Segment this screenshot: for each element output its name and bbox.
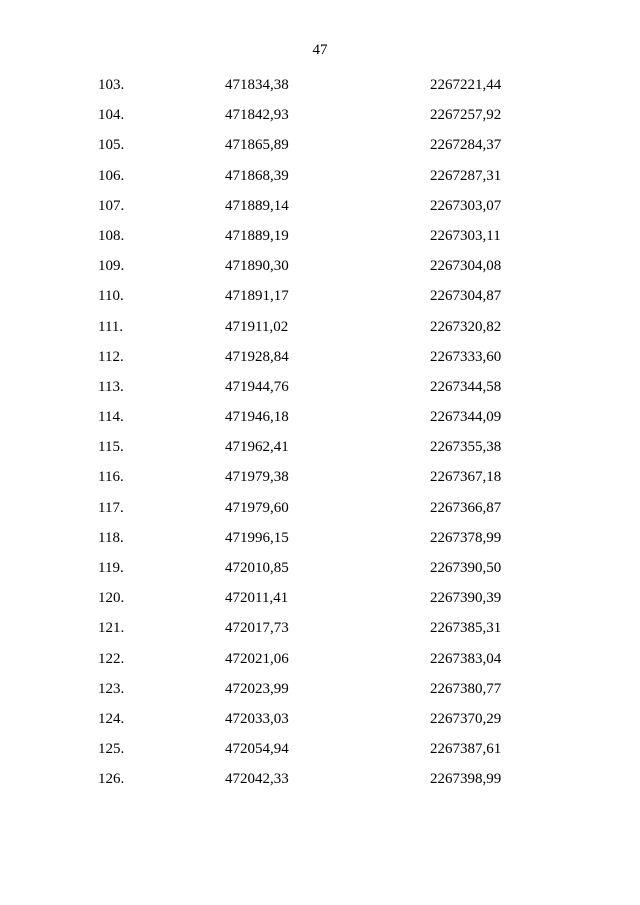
point-number: 115. bbox=[98, 439, 124, 456]
table-row bbox=[0, 769, 640, 799]
y-coordinate: 2267367,18 bbox=[430, 469, 502, 486]
table-row bbox=[0, 649, 640, 679]
x-coordinate: 471944,76 bbox=[225, 378, 289, 395]
x-coordinate: 471979,60 bbox=[225, 499, 289, 516]
y-coordinate: 2267370,29 bbox=[430, 710, 502, 727]
x-coordinate: 471891,17 bbox=[225, 288, 289, 305]
x-coordinate: 471865,89 bbox=[225, 137, 289, 154]
x-coordinate: 471962,41 bbox=[225, 439, 289, 456]
x-coordinate: 472023,99 bbox=[225, 680, 289, 697]
x-coordinate: 472042,33 bbox=[225, 771, 289, 788]
point-number: 110. bbox=[98, 288, 124, 305]
table-row bbox=[0, 317, 640, 347]
table-row bbox=[0, 347, 640, 377]
table-row bbox=[0, 377, 640, 407]
point-number: 120. bbox=[98, 590, 125, 607]
y-coordinate: 2267344,58 bbox=[430, 378, 502, 395]
point-number: 103. bbox=[98, 77, 125, 93]
y-coordinate: 2267304,87 bbox=[430, 288, 502, 305]
table-row bbox=[0, 498, 640, 528]
table-row bbox=[0, 135, 640, 165]
x-coordinate: 471946,18 bbox=[225, 409, 289, 426]
table-row bbox=[0, 286, 640, 316]
y-coordinate: 2267383,04 bbox=[430, 650, 502, 667]
page-number: 47 bbox=[312, 42, 328, 58]
y-coordinate: 2267398,99 bbox=[430, 771, 502, 788]
x-coordinate: 471868,39 bbox=[225, 167, 289, 184]
x-coordinate: 471889,19 bbox=[225, 227, 289, 244]
y-coordinate: 2267304,08 bbox=[430, 258, 502, 275]
y-coordinate: 2267333,60 bbox=[430, 348, 502, 365]
y-coordinate: 2267284,37 bbox=[430, 137, 502, 154]
point-number: 106. bbox=[98, 167, 125, 184]
table-row bbox=[0, 407, 640, 437]
y-coordinate: 2267378,99 bbox=[430, 529, 502, 546]
point-number: 107. bbox=[98, 197, 125, 214]
y-coordinate: 2267303,11 bbox=[430, 227, 501, 244]
x-coordinate: 472033,03 bbox=[225, 710, 289, 727]
table-row bbox=[0, 528, 640, 558]
point-number: 116. bbox=[98, 469, 124, 486]
point-number: 112. bbox=[98, 348, 124, 365]
x-coordinate: 471996,15 bbox=[225, 529, 289, 546]
table-row bbox=[0, 679, 640, 709]
x-coordinate: 472021,06 bbox=[225, 650, 289, 667]
x-coordinate: 471928,84 bbox=[225, 348, 289, 365]
table-row bbox=[0, 467, 640, 497]
y-coordinate: 2267387,61 bbox=[430, 741, 502, 758]
point-number: 126. bbox=[98, 771, 125, 788]
x-coordinate: 472011,41 bbox=[225, 590, 289, 607]
x-coordinate: 471834,38 bbox=[225, 77, 289, 93]
x-coordinate: 472054,94 bbox=[225, 741, 289, 758]
x-coordinate: 472017,73 bbox=[225, 620, 289, 637]
y-coordinate: 2267366,87 bbox=[430, 499, 502, 516]
table-row bbox=[0, 196, 640, 226]
point-number: 111. bbox=[98, 318, 124, 335]
x-coordinate: 471890,30 bbox=[225, 258, 289, 275]
coordinates-table bbox=[0, 75, 640, 800]
table-row bbox=[0, 437, 640, 467]
x-coordinate: 471842,93 bbox=[225, 107, 289, 124]
point-number: 124. bbox=[98, 710, 125, 727]
point-number: 125. bbox=[98, 741, 125, 758]
table-row bbox=[0, 75, 640, 105]
point-number: 118. bbox=[98, 529, 124, 546]
x-coordinate: 471889,14 bbox=[225, 197, 289, 214]
point-number: 105. bbox=[98, 137, 125, 154]
point-number: 122. bbox=[98, 650, 125, 667]
y-coordinate: 2267344,09 bbox=[430, 409, 502, 426]
table-row bbox=[0, 588, 640, 618]
y-coordinate: 2267303,07 bbox=[430, 197, 502, 214]
table-row bbox=[0, 226, 640, 256]
y-coordinate: 2267287,31 bbox=[430, 167, 502, 184]
y-coordinate: 2267355,38 bbox=[430, 439, 502, 456]
table-row bbox=[0, 618, 640, 648]
table-row bbox=[0, 256, 640, 286]
y-coordinate: 2267380,77 bbox=[430, 680, 502, 697]
point-number: 113. bbox=[98, 378, 124, 395]
table-row bbox=[0, 105, 640, 135]
table-row bbox=[0, 739, 640, 769]
table-row bbox=[0, 166, 640, 196]
point-number: 109. bbox=[98, 258, 125, 275]
point-number: 104. bbox=[98, 107, 125, 124]
x-coordinate: 472010,85 bbox=[225, 560, 289, 576]
point-number: 117. bbox=[98, 499, 124, 516]
y-coordinate: 2267385,31 bbox=[430, 620, 502, 637]
y-coordinate: 2267390,39 bbox=[430, 590, 502, 607]
x-coordinate: 471911,02 bbox=[225, 318, 289, 335]
point-number: 114. bbox=[98, 409, 124, 426]
point-number: 108. bbox=[98, 227, 125, 244]
table-row bbox=[0, 558, 640, 588]
point-number: 121. bbox=[98, 620, 125, 637]
point-number: 119. bbox=[98, 560, 124, 576]
y-coordinate: 2267320,82 bbox=[430, 318, 502, 335]
x-coordinate: 471979,38 bbox=[225, 469, 289, 486]
y-coordinate: 2267221,44 bbox=[430, 77, 502, 93]
y-coordinate: 2267390,50 bbox=[430, 560, 502, 576]
table-row bbox=[0, 709, 640, 739]
y-coordinate: 2267257,92 bbox=[430, 107, 502, 124]
point-number: 123. bbox=[98, 680, 125, 697]
